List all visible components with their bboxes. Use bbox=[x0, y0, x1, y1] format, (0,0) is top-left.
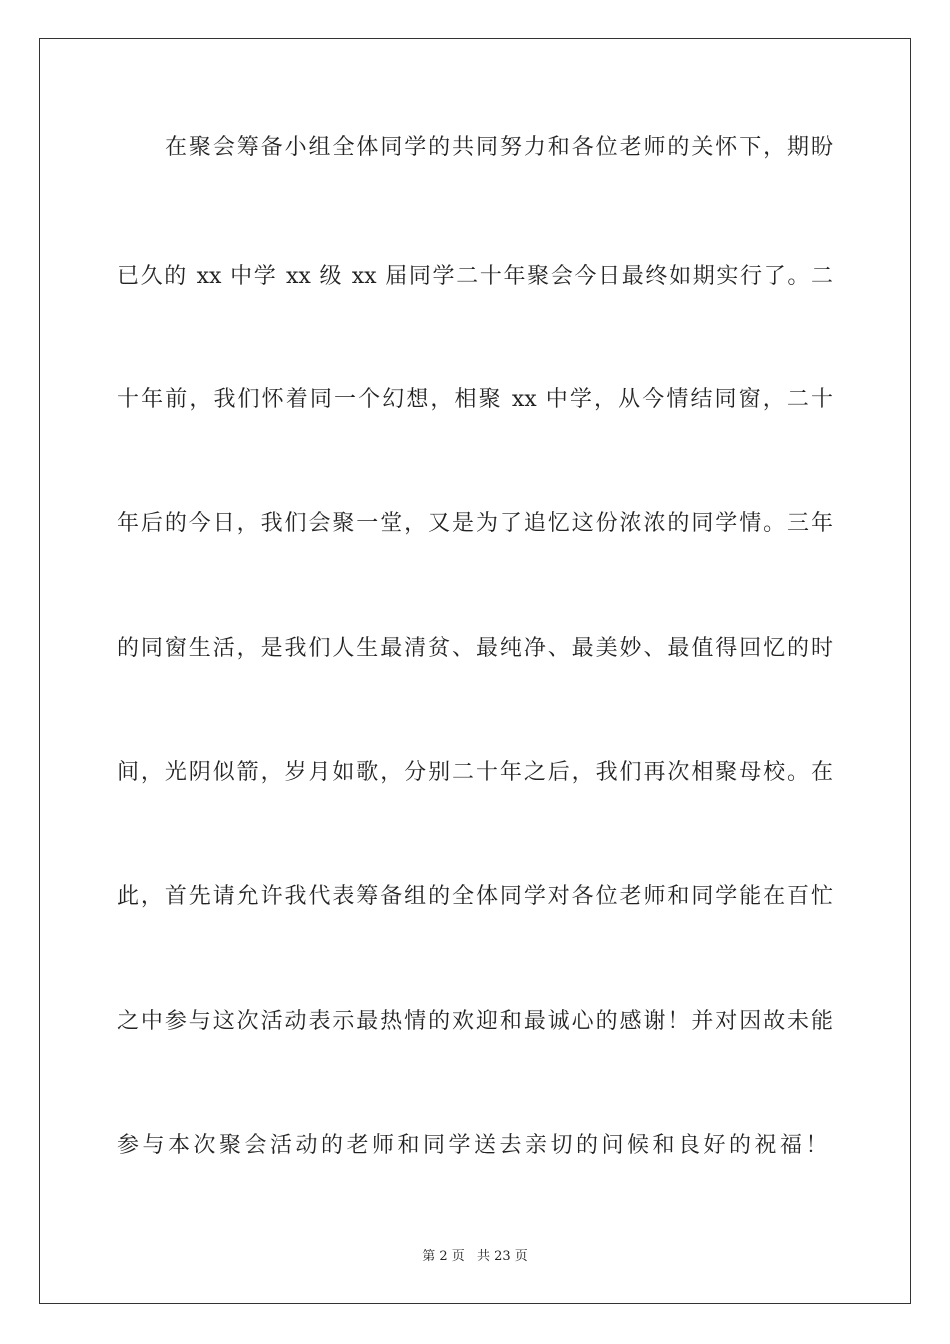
paragraph-line-8: 之中参与这次活动表示最热情的欢迎和最诚心的感谢！并对因故未能 bbox=[117, 1009, 833, 1034]
page-border bbox=[39, 38, 911, 1304]
paragraph-line-6: 间，光阴似箭，岁月如歌，分别二十年之后，我们再次相聚母校。在 bbox=[117, 760, 833, 785]
paragraph-line-4: 年后的今日，我们会聚一堂，又是为了追忆这份浓浓的同学情。三年 bbox=[117, 511, 833, 536]
page-number: 第 2 页 bbox=[422, 1249, 465, 1264]
page-footer bbox=[0, 1248, 950, 1266]
paragraph-line-2: 已久的 xx 中学 xx 级 xx 届同学二十年聚会今日最终如期实行了。二 bbox=[117, 264, 833, 289]
paragraph-line-7: 此，首先请允许我代表筹备组的全体同学对各位老师和同学能在百忙 bbox=[117, 884, 833, 909]
page-total: 共 23 页 bbox=[476, 1249, 528, 1264]
paragraph-line-9: 参与本次聚会活动的老师和同学送去亲切的问候和良好的祝福！ bbox=[117, 1133, 832, 1158]
paragraph-line-3: 十年前，我们怀着同一个幻想，相聚 xx 中学，从今情结同窗，二十 bbox=[117, 387, 833, 412]
paragraph-line-1: 在聚会筹备小组全体同学的共同努力和各位老师的关怀下，期盼 bbox=[165, 135, 833, 160]
paragraph-line-5: 的同窗生活，是我们人生最清贫、最纯净、最美妙、最值得回忆的时 bbox=[117, 636, 833, 661]
